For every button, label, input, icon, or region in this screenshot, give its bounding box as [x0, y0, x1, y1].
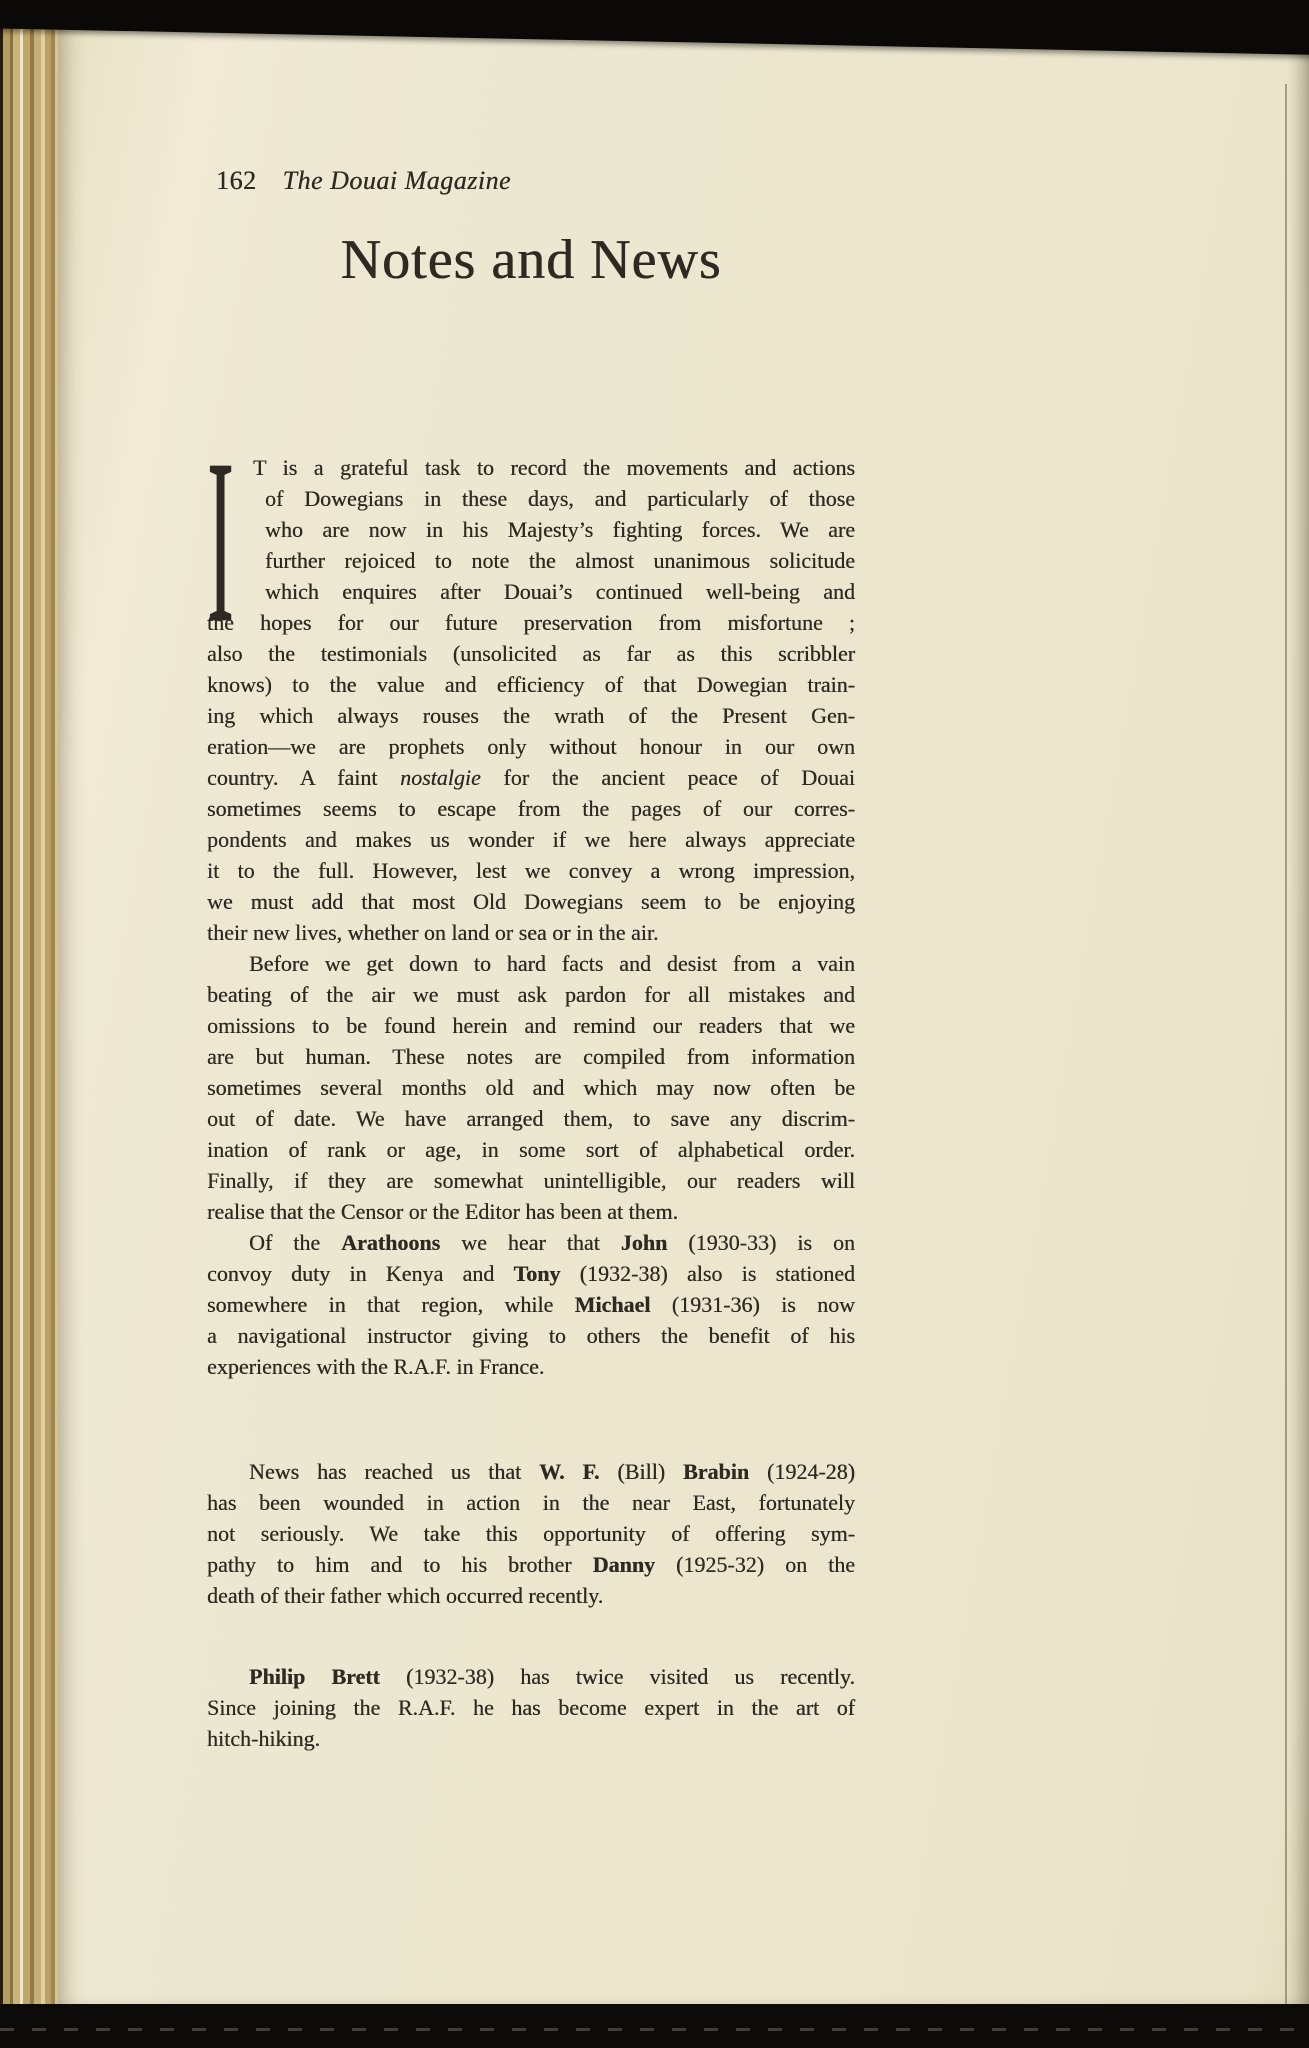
paragraph	[207, 1661, 855, 1754]
page-edges	[0, 24, 62, 2006]
text-line: it to the full. However, lest we convey a wrong impression,	[207, 858, 855, 883]
text-line: a navigational instructor giving to others the benefit of his	[207, 1323, 855, 1348]
page-header	[216, 166, 876, 196]
page	[58, 24, 1309, 2006]
text-line: eration—we are prophets only without honour in our own	[207, 734, 855, 759]
text-line: hitch-hiking.	[207, 1726, 321, 1751]
text-line: are but human. These notes are compiled from information	[207, 1044, 855, 1069]
drop-cap: I	[207, 411, 234, 673]
paragraph	[207, 948, 855, 1227]
text-line: we must add that most Old Dowegians seem to be enjoying	[207, 889, 855, 914]
bottom-cover-edge	[0, 2004, 1309, 2048]
text-line: pondents and makes us wonder if we here always appreciate	[207, 827, 855, 852]
running-head: The Douai Magazine	[282, 166, 512, 195]
text-line: country. A faint nostalgie for the ancient peace of Douai	[207, 765, 855, 790]
text-line: who are now in his Majesty’s fighting forces. We are	[265, 517, 855, 542]
text-line: sometimes seems to escape from the pages of our corres-	[207, 796, 855, 821]
text-line: the hopes for our future preservation from misfortune ;	[207, 610, 855, 635]
text-line: of Dowegians in these days, and particularly of those	[265, 486, 855, 511]
text-line: knows) to the value and efficiency of that Dowegian train-	[207, 672, 855, 697]
text-line: T is a grateful task to record the movements and actions	[253, 455, 855, 480]
text-line: also the testimonials (unsolicited as far as this scribbler	[207, 641, 855, 666]
paragraph	[207, 1456, 855, 1611]
body-text	[207, 411, 856, 1754]
text-line: has been wounded in action in the near East, fortunately	[207, 1490, 855, 1515]
text-line: ination of rank or age, in some sort of alphabetical order.	[207, 1137, 855, 1162]
page-right-shade	[1287, 24, 1309, 2006]
text-line: omissions to be found herein and remind our readers that we	[207, 1013, 855, 1038]
text-line: further rejoiced to note the almost unanimous solicitude	[265, 548, 855, 573]
text-line: experiences with the R.A.F. in France.	[207, 1354, 545, 1379]
stitching	[0, 2028, 1309, 2031]
text-line: realise that the Censor or the Editor has been at them.	[207, 1199, 679, 1224]
text-line: Before we get down to hard facts and desist from a vain	[249, 951, 855, 976]
text-line: Philip Brett (1932-38) has twice visited us recently.	[249, 1664, 855, 1689]
text-line: somewhere in that region, while Michael (1931-36) is now	[207, 1292, 855, 1317]
text-line: death of their father which occurred recently.	[207, 1583, 604, 1608]
text-line: sometimes several months old and which may now often be	[207, 1075, 855, 1100]
paragraph	[207, 1227, 855, 1382]
text-line: not seriously. We take this opportunity of offering sym-	[207, 1521, 855, 1546]
page-title: Notes and News	[340, 229, 722, 291]
text-line: beating of the air we must ask pardon for all mistakes and	[207, 982, 855, 1007]
text-line: convoy duty in Kenya and Tony (1932-38) also is stationed	[207, 1261, 855, 1286]
text-line: News has reached us that W. F. (Bill) Brabin (1924-28)	[249, 1459, 855, 1484]
text-line: out of date. We have arranged them, to save any discrim-	[207, 1106, 855, 1131]
text-line: Since joining the R.A.F. he has become expert in the art of	[207, 1695, 855, 1720]
text-line: which enquires after Douai’s continued well-being and	[265, 579, 855, 604]
text-line: ing which always rouses the wrath of the Present Gen-	[207, 703, 855, 728]
text-line: Of the Arathoons we hear that John (1930-33) is on	[249, 1230, 856, 1255]
paragraph	[207, 411, 855, 948]
page-number: 162	[216, 166, 257, 195]
text-line: their new lives, whether on land or sea or in the air.	[207, 920, 659, 945]
text-line: Finally, if they are somewhat unintelligible, our readers will	[207, 1168, 855, 1193]
text-line: pathy to him and to his brother Danny (1925-32) on the	[207, 1552, 856, 1577]
page-crease	[1285, 84, 1287, 2006]
